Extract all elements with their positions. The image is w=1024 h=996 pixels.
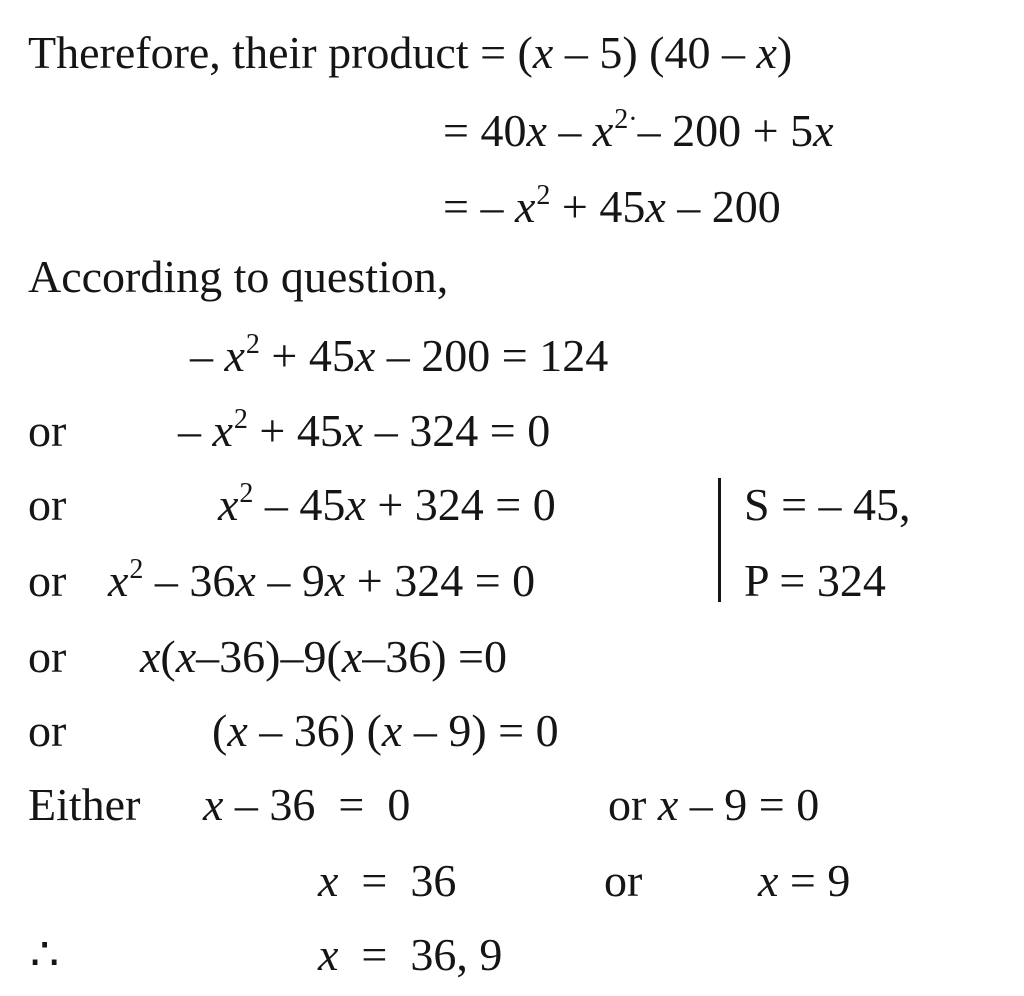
according-heading: According to question,	[28, 251, 449, 302]
equation-line: or x – 9 = 0	[608, 779, 820, 830]
product-note: P = 324	[744, 555, 886, 606]
equation-line: $x^2 - 45x + 324 = 0$	[218, 478, 556, 530]
equation-line: – $x^2 + 45x - 324 = 0$	[178, 404, 551, 456]
side-note-divider	[718, 478, 721, 602]
equation-line: x – 36 = 0	[203, 779, 411, 830]
either-label: Either	[28, 779, 141, 830]
root-value: x = 9	[758, 855, 851, 906]
or-label: or	[28, 631, 67, 682]
product-line: Therefore, their product = (x – 5) (40 – x)	[28, 27, 793, 78]
or-label: or	[604, 855, 643, 906]
equation-line: $x^2 - 36x - 9x + 324 = 0$	[108, 554, 536, 606]
or-label: or	[28, 479, 67, 530]
equation-line: (x – 36) (x – 9) = 0	[212, 705, 559, 756]
root-value: x = 36	[318, 855, 457, 906]
simplified-line: = – $x^2 + 45x - 200$	[443, 180, 781, 232]
sum-note: S = – 45,	[744, 479, 911, 530]
equation-line: – $x^2 + 45x - 200 = 124$	[190, 329, 609, 381]
or-label: or	[28, 555, 67, 606]
therefore-symbol: ∴	[30, 929, 60, 980]
or-label: or	[28, 405, 67, 456]
equation-line: x(x–36)–9(x–36) =0	[140, 631, 507, 682]
final-answer: x = 36, 9	[318, 929, 503, 980]
expansion-line: = $40x - x^{2\cdot}-$ 200 + 5x	[443, 104, 834, 156]
or-label: or	[28, 705, 67, 756]
